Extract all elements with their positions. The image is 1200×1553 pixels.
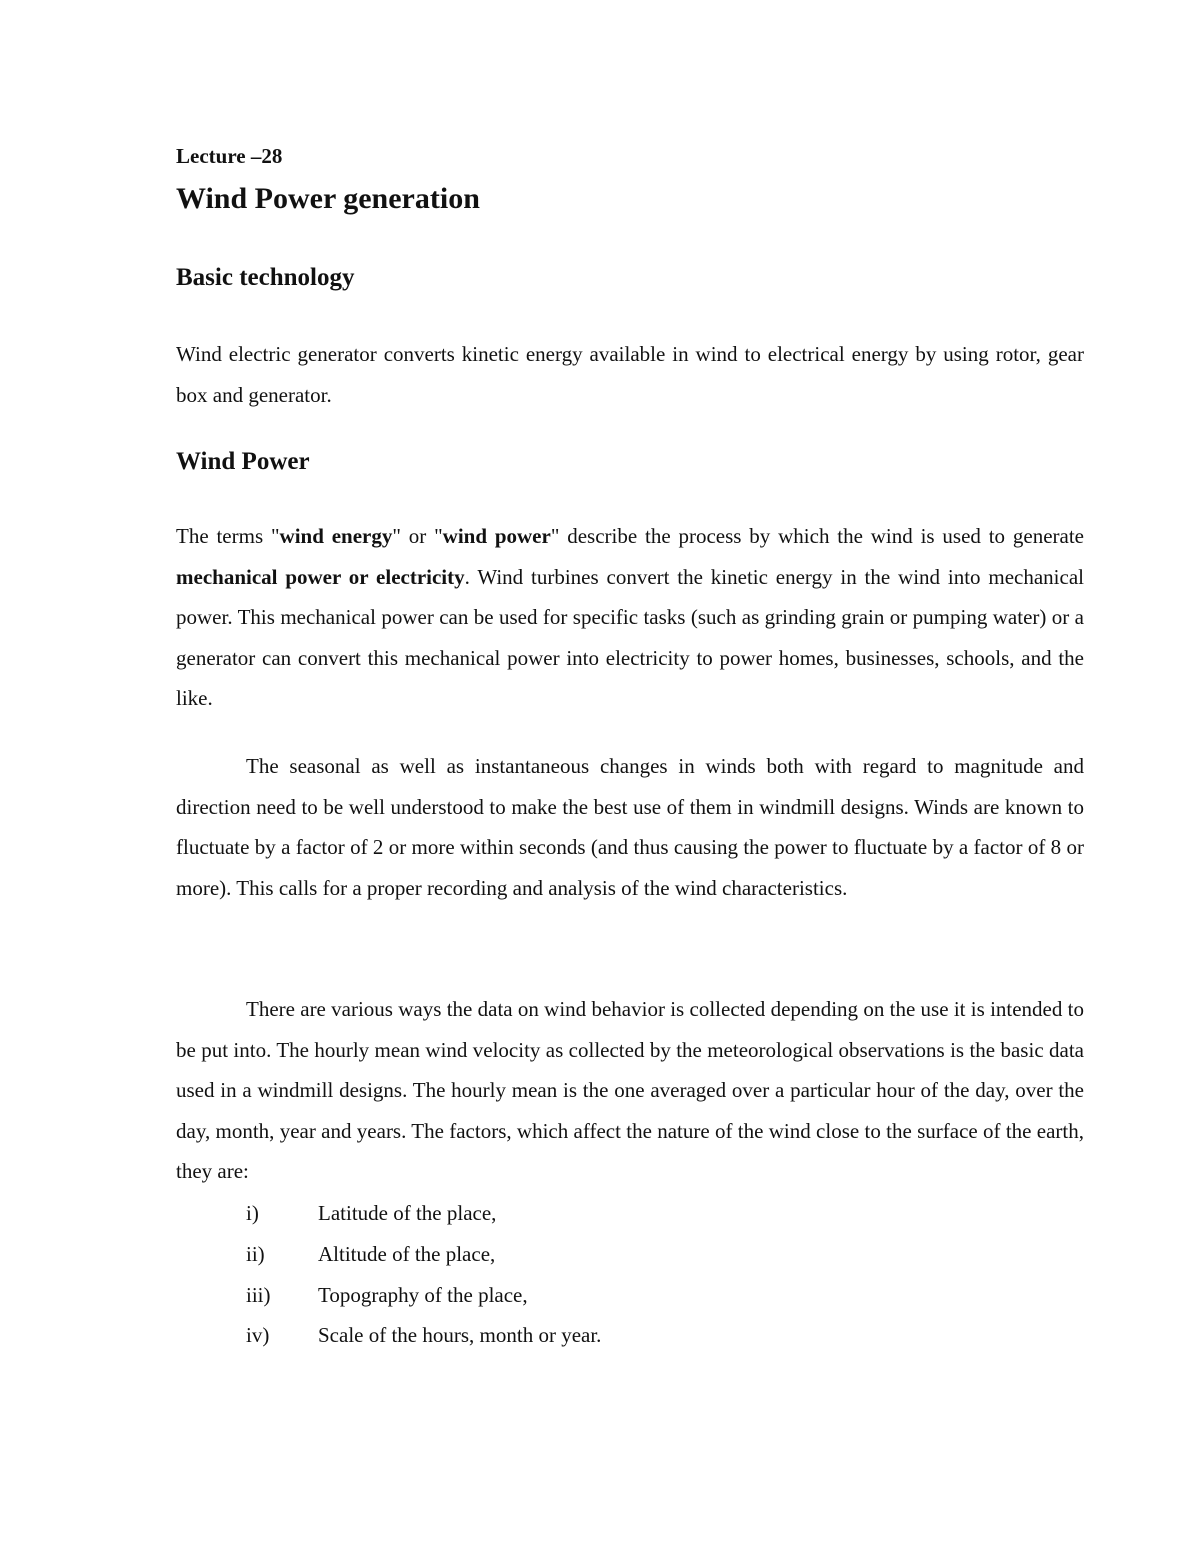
text-run: " or " bbox=[392, 524, 443, 548]
list-item-text: Topography of the place, bbox=[318, 1282, 528, 1307]
text-run: The terms " bbox=[176, 524, 280, 548]
list-item-text: Scale of the hours, month or year. bbox=[318, 1323, 602, 1348]
bold-term-wind-energy: wind energy bbox=[279, 524, 393, 548]
text-run: " describe the process by which the wind is used to generate bbox=[550, 524, 1084, 548]
text-run: . Wind turbines convert the kinetic energy in the wind into mechanical power. This mechanical power can be used for specific tasks (such as grinding grain or pumping water) or a generator can convert this mechanical power into electricity to power homes, businesses, schools, and the like. bbox=[176, 564, 1084, 711]
heading-basic-technology: Basic technology bbox=[176, 264, 355, 291]
paragraph-basic-technology: Wind electric generator converts kinetic energy available in wind to electrical energy by using rotor, gear box and generator. bbox=[176, 342, 1084, 407]
list-item-text: Altitude of the place, bbox=[318, 1241, 496, 1266]
paragraph-data-collection: There are various ways the data on wind behavior is collected depending on the use it is intended to be put into. The hourly mean wind velocity as collected by the meteorological observations is the basic data used in a windmill designs. The hourly mean is the one averaged over a particular hour of the day, over the day, month, year and years. The factors, which affect the nature of the wind close to the surface of the earth, they are: bbox=[176, 997, 1084, 1184]
paragraph-seasonal-changes: The seasonal as well as instantaneous changes in winds both with regard to magnitude and direction need to be well understood to make the best use of them in windmill designs. Winds are known to fluctuate by a factor of 2 or more within seconds (and thus causing the power to fluctuate by a factor of 8 or more). This calls for a proper recording and analysis of the wind characteristics. bbox=[176, 754, 1084, 900]
page-title: Wind Power generation bbox=[176, 182, 480, 215]
heading-wind-power: Wind Power bbox=[176, 448, 310, 475]
factors-list bbox=[246, 1193, 601, 1356]
list-item bbox=[246, 1315, 601, 1356]
paragraph-wind-power-intro bbox=[176, 516, 1084, 719]
list-item bbox=[246, 1193, 601, 1234]
list-marker: iv) bbox=[246, 1323, 270, 1348]
lecture-number: Lecture –28 bbox=[176, 144, 283, 168]
list-item-text: Latitude of the place, bbox=[318, 1201, 497, 1225]
list-marker: ii) bbox=[246, 1241, 265, 1266]
list-marker: iii) bbox=[246, 1282, 271, 1307]
bold-term-wind-power: wind power bbox=[442, 524, 551, 548]
list-item bbox=[246, 1234, 601, 1275]
bold-term-mechanical-power: mechanical power or electricity bbox=[176, 564, 465, 589]
list-item bbox=[246, 1275, 601, 1316]
list-marker: i) bbox=[246, 1201, 259, 1225]
